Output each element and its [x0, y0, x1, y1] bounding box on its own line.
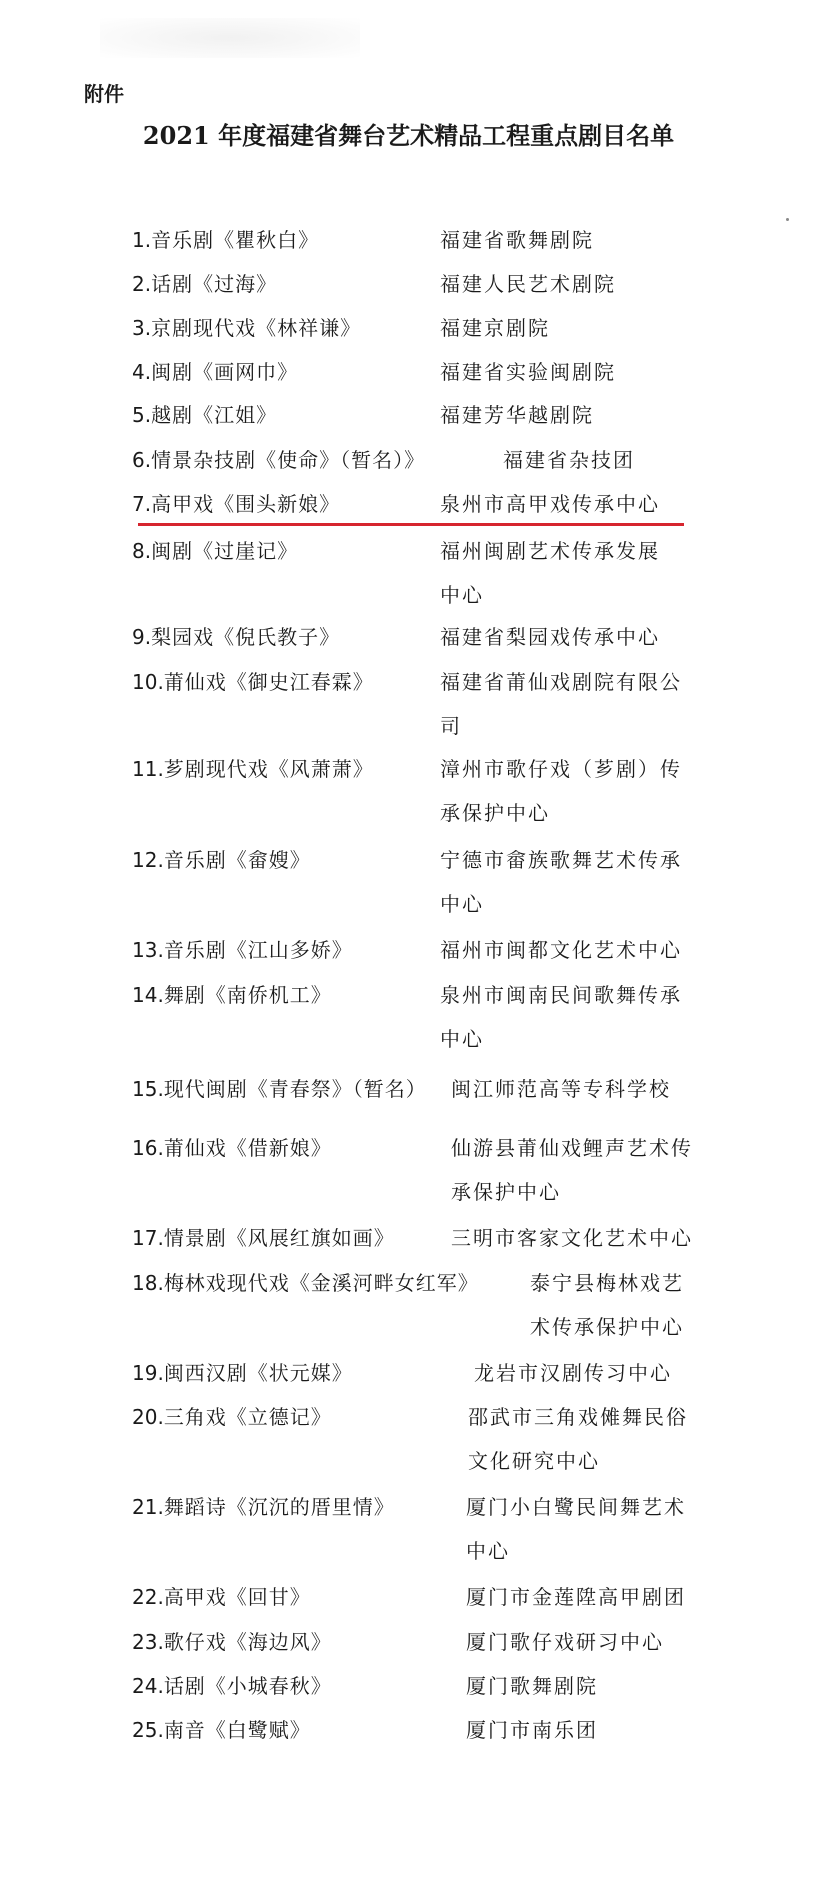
item-number: 23. [132, 1630, 164, 1654]
list-item-work [132, 838, 311, 882]
document-title: 2021 年度福建省舞台艺术精品工程重点剧目名单 [142, 121, 675, 150]
list-item-work [132, 747, 374, 791]
list-item-organization: 宁德市畲族歌舞艺术传承 [440, 848, 682, 872]
list-item-organization: 司 [440, 714, 462, 738]
list-item-organization: 厦门市金莲陞高甲剧团 [466, 1585, 686, 1609]
list-item-organization: 厦门小白鹭民间舞艺术 [466, 1495, 686, 1519]
scan-smudge [100, 18, 360, 58]
list-item-work [132, 1485, 395, 1529]
item-number: 14. [132, 983, 164, 1007]
list-item-work [132, 1664, 332, 1708]
work-title: 舞蹈诗《沉沉的厝里情》 [163, 1495, 395, 1519]
list-item-organization: 福建省歌舞剧院 [440, 228, 594, 252]
list-item-organization: 中心 [466, 1539, 510, 1563]
list-item-work [132, 393, 277, 437]
list-item-work [132, 218, 319, 262]
work-title: 闽西汉剧《状元媒》 [163, 1361, 353, 1385]
item-number: 25. [132, 1718, 164, 1742]
item-number: 11. [132, 757, 164, 781]
list-item-organization: 三明市客家文化艺术中心 [451, 1226, 693, 1250]
work-title: 南音《白鹭赋》 [163, 1718, 311, 1742]
list-item-organization: 福建人民艺术剧院 [440, 272, 616, 296]
item-number: 8. [132, 539, 152, 563]
list-item-organization: 闽江师范高等专科学校 [451, 1077, 671, 1101]
list-item-organization: 福建省杂技团 [503, 448, 635, 472]
item-number: 16. [132, 1136, 164, 1160]
list-item-work [132, 529, 298, 573]
list-item-work [132, 1708, 311, 1752]
list-item-organization: 福建京剧院 [440, 316, 550, 340]
list-item-work [132, 1620, 332, 1664]
work-title: 闽剧《画网巾》 [151, 360, 299, 384]
list-item-organization: 福建省莆仙戏剧院有限公 [440, 670, 682, 694]
list-item-organization: 厦门歌舞剧院 [466, 1674, 598, 1698]
list-item-organization: 福建芳华越剧院 [440, 403, 594, 427]
list-item-work [132, 1261, 479, 1305]
work-title: 越剧《江姐》 [151, 403, 278, 427]
list-item-organization: 中心 [440, 583, 484, 607]
work-title: 音乐剧《畲嫂》 [163, 848, 311, 872]
list-item-work [132, 438, 425, 482]
item-number: 15. [132, 1077, 164, 1101]
list-item-organization: 泰宁县梅林戏艺 [530, 1271, 684, 1295]
item-number: 10. [132, 670, 164, 694]
item-number: 24. [132, 1674, 164, 1698]
work-title: 情景杂技剧《使命》（暂名）》 [151, 448, 426, 472]
list-item-organization: 厦门歌仔戏研习中心 [466, 1630, 664, 1654]
list-item-work [132, 1575, 311, 1619]
list-item-organization: 承保护中心 [451, 1180, 561, 1204]
list-item-work [132, 1395, 332, 1439]
work-title: 高甲戏《回甘》 [163, 1585, 311, 1609]
item-number: 21. [132, 1495, 164, 1519]
list-item-organization: 仙游县莆仙戏鲤声艺术传 [451, 1136, 693, 1160]
item-number: 18. [132, 1271, 164, 1295]
item-number: 13. [132, 938, 164, 962]
work-title: 现代闽剧《青春祭》（暂名） [163, 1077, 427, 1101]
item-number: 2. [132, 272, 152, 296]
item-number: 9. [132, 625, 152, 649]
list-item-organization: 福建省实验闽剧院 [440, 360, 616, 384]
item-number: 6. [132, 448, 152, 472]
list-item-work [132, 1067, 427, 1111]
item-number: 4. [132, 360, 152, 384]
list-item-organization: 术传承保护中心 [530, 1315, 684, 1339]
item-number: 19. [132, 1361, 164, 1385]
list-item-work [132, 973, 332, 1017]
work-title: 梅林戏现代戏《金溪河畔女红军》 [163, 1271, 479, 1295]
list-item-organization: 泉州市高甲戏传承中心 [440, 492, 660, 516]
list-item-work [132, 1216, 395, 1260]
list-item-organization: 厦门市南乐团 [466, 1718, 598, 1742]
item-number: 1. [132, 228, 152, 252]
list-item-work [132, 306, 361, 350]
work-title: 闽剧《过崖记》 [151, 539, 299, 563]
item-number: 12. [132, 848, 164, 872]
work-title: 莆仙戏《御史江春霖》 [163, 670, 374, 694]
item-number: 17. [132, 1226, 164, 1250]
scan-dot [786, 218, 789, 221]
list-item-organization: 福建省梨园戏传承中心 [440, 625, 660, 649]
work-title: 梨园戏《倪氏教子》 [151, 625, 341, 649]
list-item-work [132, 1126, 332, 1170]
item-number: 22. [132, 1585, 164, 1609]
list-item-organization: 福州闽剧艺术传承发展 [440, 539, 660, 563]
list-item-work [132, 1351, 353, 1395]
list-item-organization: 福州市闽都文化艺术中心 [440, 938, 682, 962]
work-title: 音乐剧《瞿秋白》 [151, 228, 320, 252]
list-item-organization: 文化研究中心 [468, 1449, 600, 1473]
work-title: 三角戏《立德记》 [163, 1405, 332, 1429]
list-item-work [132, 262, 277, 306]
item-number: 5. [132, 403, 152, 427]
work-title: 情景剧《风展红旗如画》 [163, 1226, 395, 1250]
work-title: 歌仔戏《海边风》 [163, 1630, 332, 1654]
list-item-organization: 邵武市三角戏傩舞民俗 [468, 1405, 688, 1429]
item-number: 20. [132, 1405, 164, 1429]
work-title: 话剧《过海》 [151, 272, 278, 296]
work-title: 京剧现代戏《林祥谦》 [151, 316, 362, 340]
work-title: 舞剧《南侨机工》 [163, 983, 332, 1007]
attachment-label: 附件 [84, 82, 124, 106]
list-item-organization: 中心 [440, 892, 484, 916]
list-item-work [132, 615, 340, 659]
list-item-work [132, 928, 353, 972]
item-number: 3. [132, 316, 152, 340]
list-item-organization: 中心 [440, 1027, 484, 1051]
item-number: 7. [132, 492, 152, 516]
list-item-work [132, 660, 374, 704]
work-title: 话剧《小城春秋》 [163, 1674, 332, 1698]
work-title: 音乐剧《江山多娇》 [163, 938, 353, 962]
list-item-work [132, 350, 298, 394]
list-item-organization: 泉州市闽南民间歌舞传承 [440, 983, 682, 1007]
list-item-organization: 漳州市歌仔戏（芗剧）传 [440, 757, 682, 781]
list-item-organization: 承保护中心 [440, 801, 550, 825]
red-underline-highlight [138, 523, 684, 526]
work-title: 莆仙戏《借新娘》 [163, 1136, 332, 1160]
work-title: 芗剧现代戏《风萧萧》 [163, 757, 374, 781]
list-item-organization: 龙岩市汉剧传习中心 [474, 1361, 672, 1385]
list-item-work [132, 482, 340, 526]
work-title: 高甲戏《围头新娘》 [151, 492, 341, 516]
